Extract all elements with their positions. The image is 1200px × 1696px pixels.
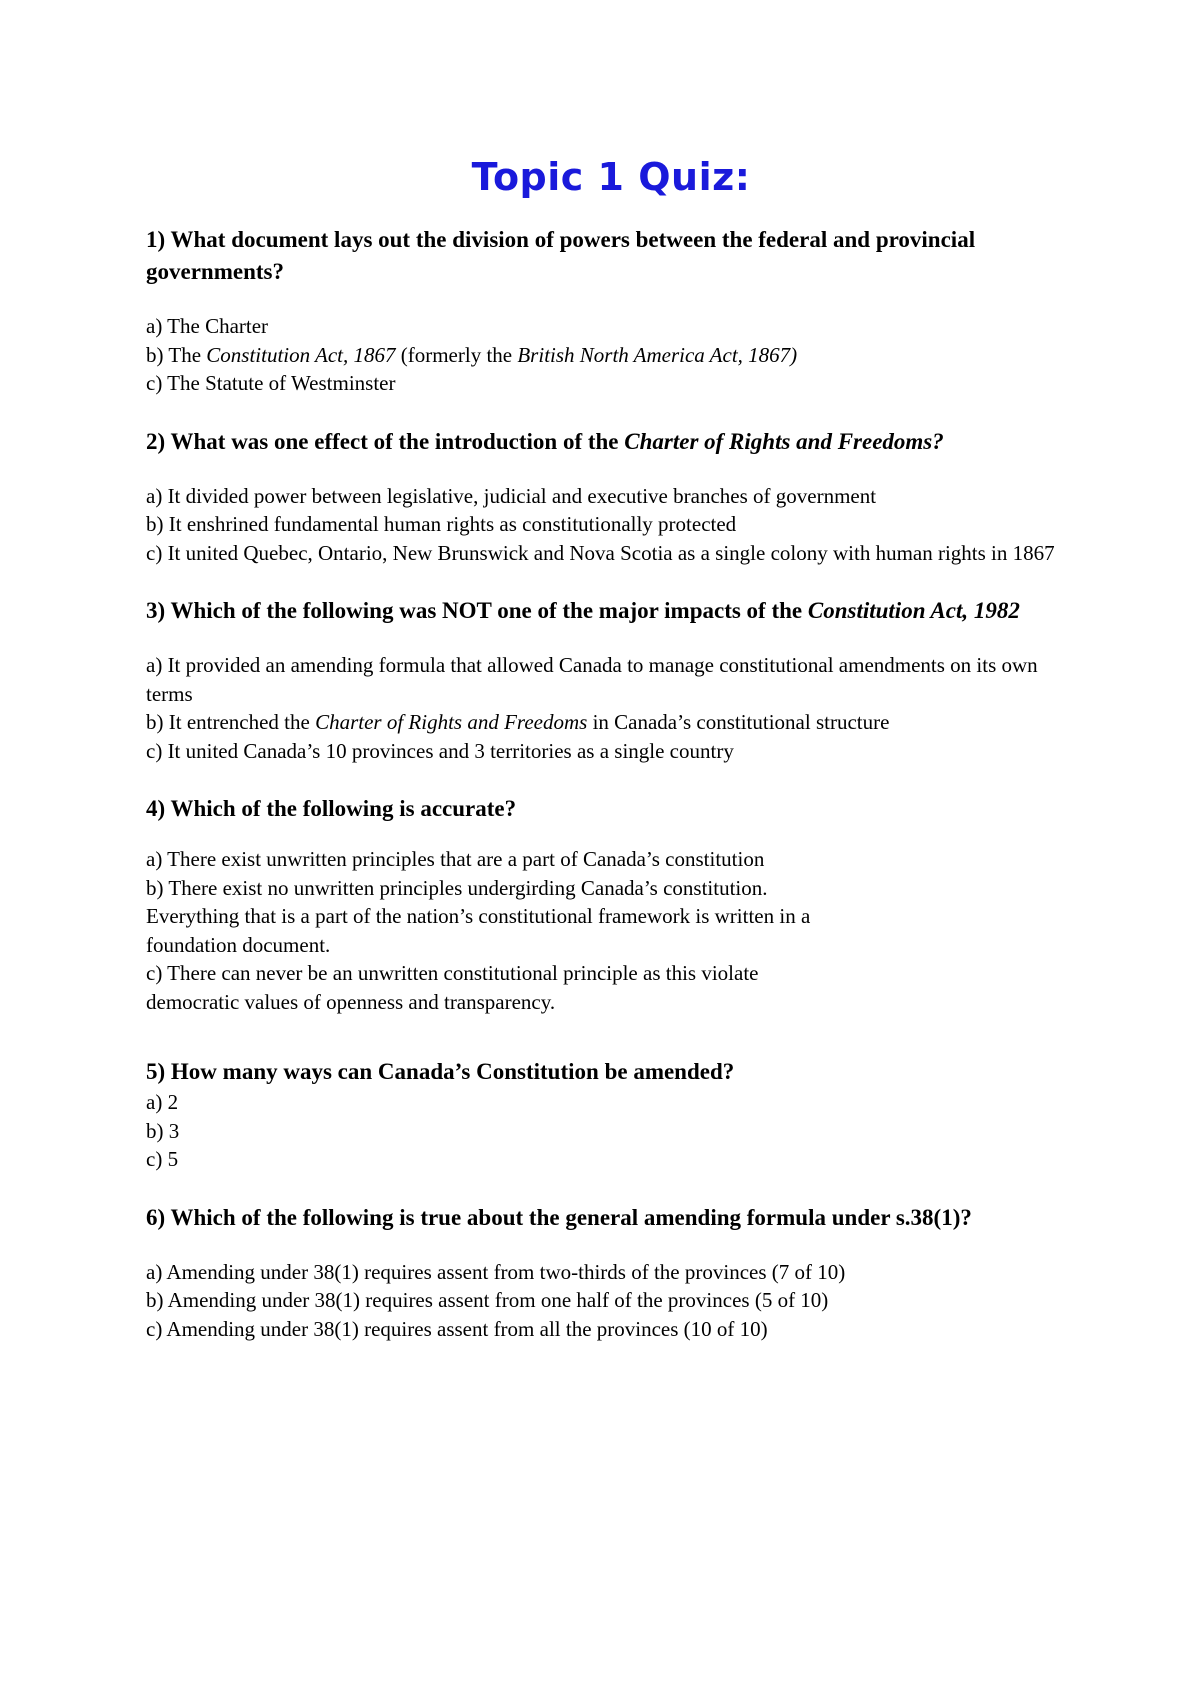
question-5: 5) How many ways can Canada’s Constitution be amended? (146, 1059, 735, 1084)
option-2c: c) It united Quebec, Ontario, New Brunswick and Nova Scotia as a single colony with human rights in 1867 (146, 540, 1055, 565)
question-3-italic: Constitution Act, 1982 (807, 598, 1020, 623)
option-1b-prefix: b) The (146, 342, 207, 367)
option-5c: c) 5 (146, 1147, 179, 1171)
option-3b (146, 708, 1076, 737)
question-3-options (146, 651, 1076, 765)
option-4a: a) There exist unwritten principles that are a part of Canada’s constitution (146, 847, 765, 871)
option-3b-prefix: b) It entrenched the (146, 710, 316, 734)
quiz-content (146, 150, 1076, 1343)
question-3-text: 3) Which of the following was NOT one of the major impacts of the (146, 598, 808, 623)
option-1b-middle: (formerly the (395, 342, 518, 367)
option-1a: a) The Charter (146, 314, 269, 338)
option-1b-italic-2: British North America Act, 1867) (517, 342, 798, 367)
question-2 (146, 426, 1076, 458)
option-4c-line-2: democratic values of openness and transparency. (146, 989, 556, 1014)
option-1b (146, 341, 1076, 370)
question-6-options (146, 1258, 1076, 1344)
question-1-options (146, 312, 1076, 398)
option-6b: b) Amending under 38(1) requires assent from one half of the provinces (5 of 10) (146, 1288, 829, 1312)
page-title: Topic 1 Quiz: (471, 155, 751, 199)
question-2-options (146, 482, 1076, 568)
question-6: 6) Which of the following is true about the general amending formula under s.38(1)? (146, 1204, 972, 1230)
question-2-italic: Charter of Rights and Freedoms? (624, 428, 944, 454)
question-1: 1) What document lays out the division of powers between the federal and provincial governments? (146, 227, 976, 284)
option-5a: a) 2 (146, 1090, 179, 1114)
option-3a: a) It provided an amending formula that allowed Canada to manage constitutional amendments on its own terms (146, 653, 1038, 706)
option-3c: c) It united Canada’s 10 provinces and 3 territories as a single country (146, 738, 734, 763)
option-3b-italic: Charter of Rights and Freedoms (315, 710, 588, 734)
option-4b-line-1: b) There exist no unwritten principles undergirding Canada’s constitution. (146, 875, 768, 900)
question-4-options (146, 845, 1076, 1016)
option-2a: a) It divided power between legislative, judicial and executive branches of government (146, 483, 877, 508)
question-4: 4) Which of the following is accurate? (146, 796, 517, 821)
option-5b: b) 3 (146, 1118, 180, 1143)
option-3b-suffix: in Canada’s constitutional structure (587, 710, 890, 734)
question-5-options (146, 1088, 1076, 1174)
option-1b-italic-1: Constitution Act, 1867 (206, 342, 396, 367)
option-6a: a) Amending under 38(1) requires assent from two-thirds of the provinces (7 of 10) (146, 1259, 846, 1284)
question-2-text: 2) What was one effect of the introduction of the (146, 428, 625, 454)
option-4c-line-1: c) There can never be an unwritten constitutional principle as this violate (146, 961, 759, 985)
option-4b-line-3: foundation document. (146, 932, 331, 957)
option-2b: b) It enshrined fundamental human rights as constitutionally protected (146, 512, 737, 536)
question-3 (146, 595, 1076, 627)
option-6c: c) Amending under 38(1) requires assent from all the provinces (10 of 10) (146, 1316, 768, 1341)
option-1c: c) The Statute of Westminster (146, 371, 396, 395)
option-4b-line-2: Everything that is a part of the nation’s constitutional framework is written in a (146, 904, 811, 928)
